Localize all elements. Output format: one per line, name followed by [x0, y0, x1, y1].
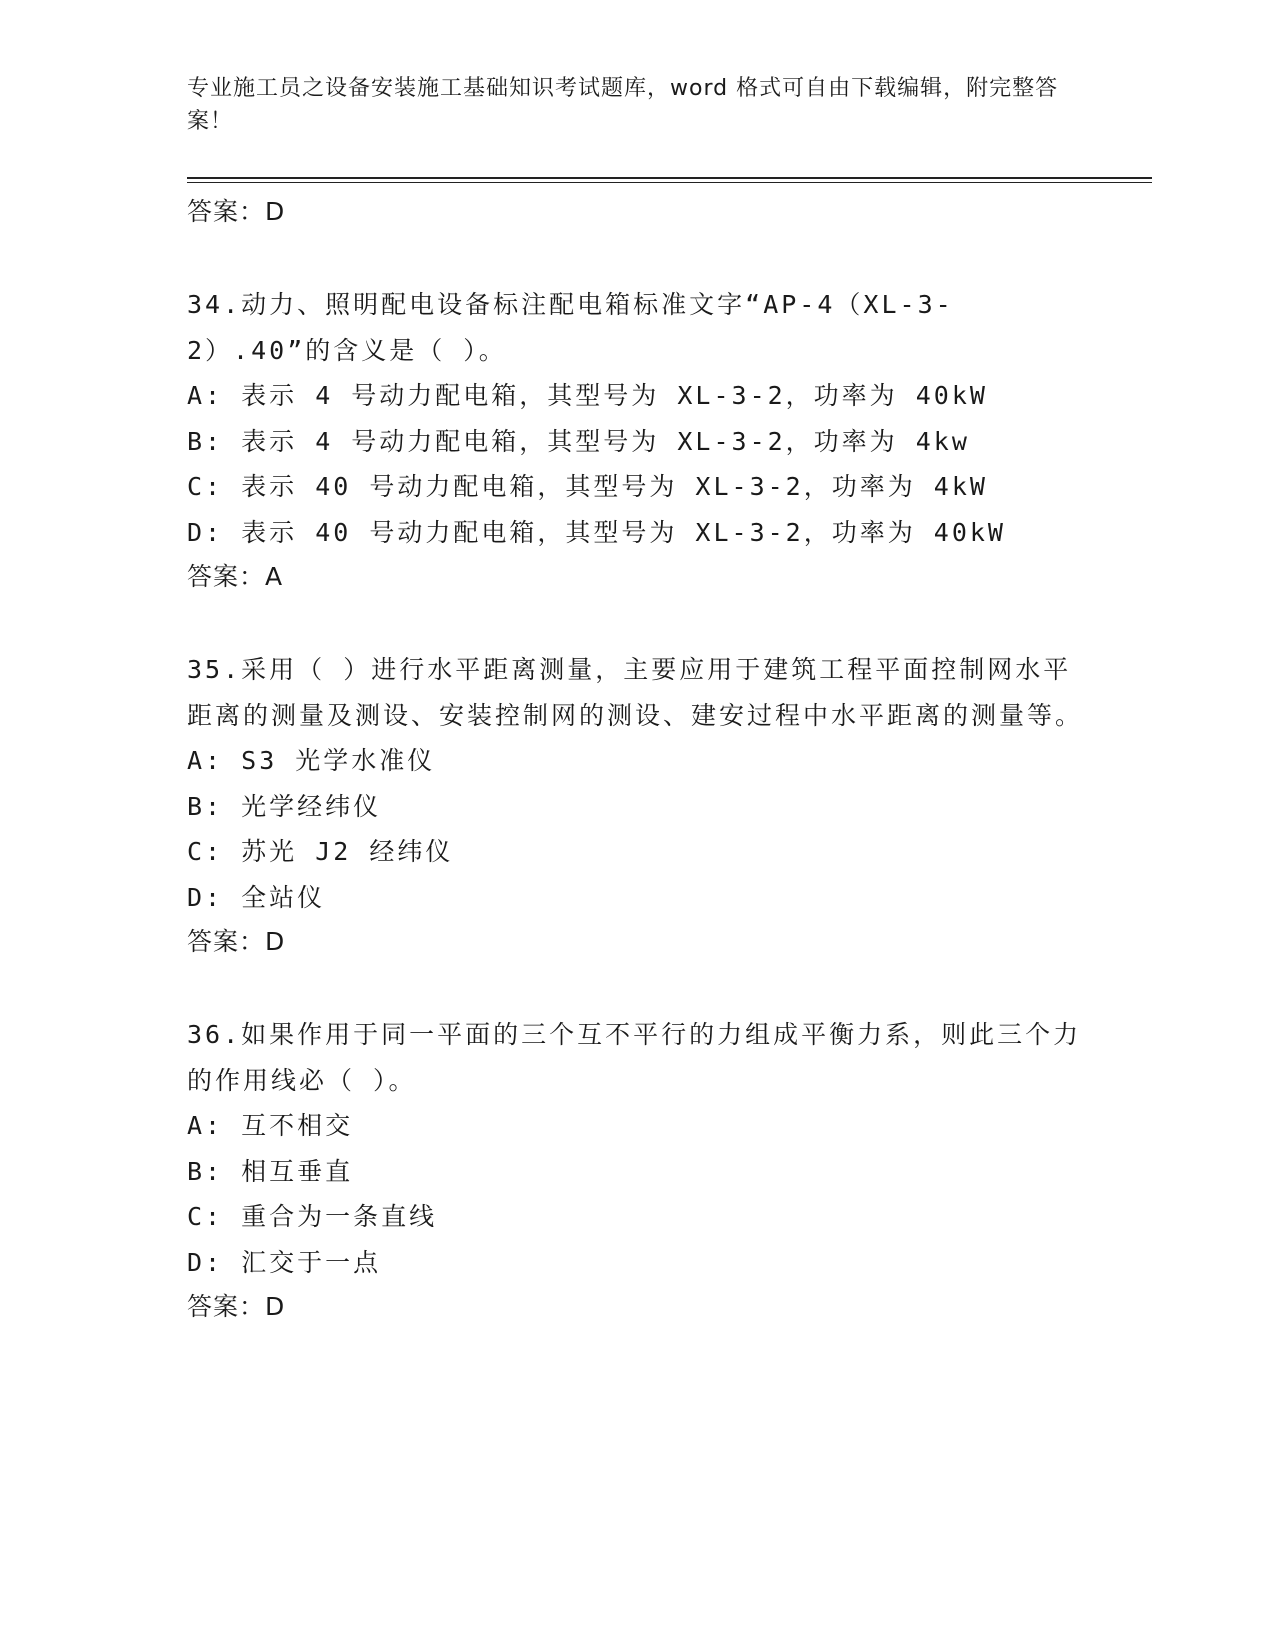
option-b: B: 相互垂直 [187, 1156, 354, 1186]
question-stem: 36.如果作用于同一平面的三个互不平行的力组成平衡力系，则此三个力的作用线必（ ）。 [187, 1020, 1082, 1095]
answer-line: 答案：D [187, 927, 286, 956]
option-b: B: 表示 4 号动力配电箱，其型号为 XL-3-2，功率为 4kw [187, 426, 970, 456]
option-b: B: 光学经纬仪 [187, 791, 382, 821]
option-c: C: 重合为一条直线 [187, 1202, 438, 1231]
answer-line: 答案：A [187, 562, 284, 591]
question-36 [187, 1012, 1087, 1329]
option-d: D: 全站仪 [187, 882, 326, 912]
option-d: D: 汇交于一点 [187, 1247, 382, 1277]
header-rule-thin [187, 182, 1152, 183]
option-a: A: 表示 4 号动力配电箱，其型号为 XL-3-2，功率为 40kW [187, 381, 988, 410]
answer-line: 答案：D [187, 1292, 286, 1321]
question-35 [187, 647, 1087, 964]
question-stem: 35.采用（ ）进行水平距离测量，主要应用于建筑工程平面控制网水平距离的测量及测设、安装控制网的测设、建安过程中水平距离的测量等。 [187, 655, 1084, 730]
option-a: A: S3 光学水准仪 [187, 746, 436, 775]
answer-line: 答案：D [187, 197, 286, 226]
question-stem: 34.动力、照明配电设备标注配电箱标准文字“AP-4（XL-3-2）.40”的含义是（ ）。 [187, 290, 954, 365]
question-list [187, 190, 1087, 1329]
question-34 [187, 282, 1087, 599]
option-a: A: 互不相交 [187, 1111, 354, 1140]
header-rule-thick [187, 177, 1152, 179]
option-c: C: 表示 40 号动力配电箱，其型号为 XL-3-2，功率为 4kW [187, 472, 988, 501]
option-c: C: 苏光 J2 经纬仪 [187, 837, 454, 866]
option-d: D: 表示 40 号动力配电箱，其型号为 XL-3-2，功率为 40kW [187, 517, 1006, 547]
document-header: 专业施工员之设备安装施工基础知识考试题库，word 格式可自由下载编辑，附完整答案！ [187, 76, 1059, 134]
